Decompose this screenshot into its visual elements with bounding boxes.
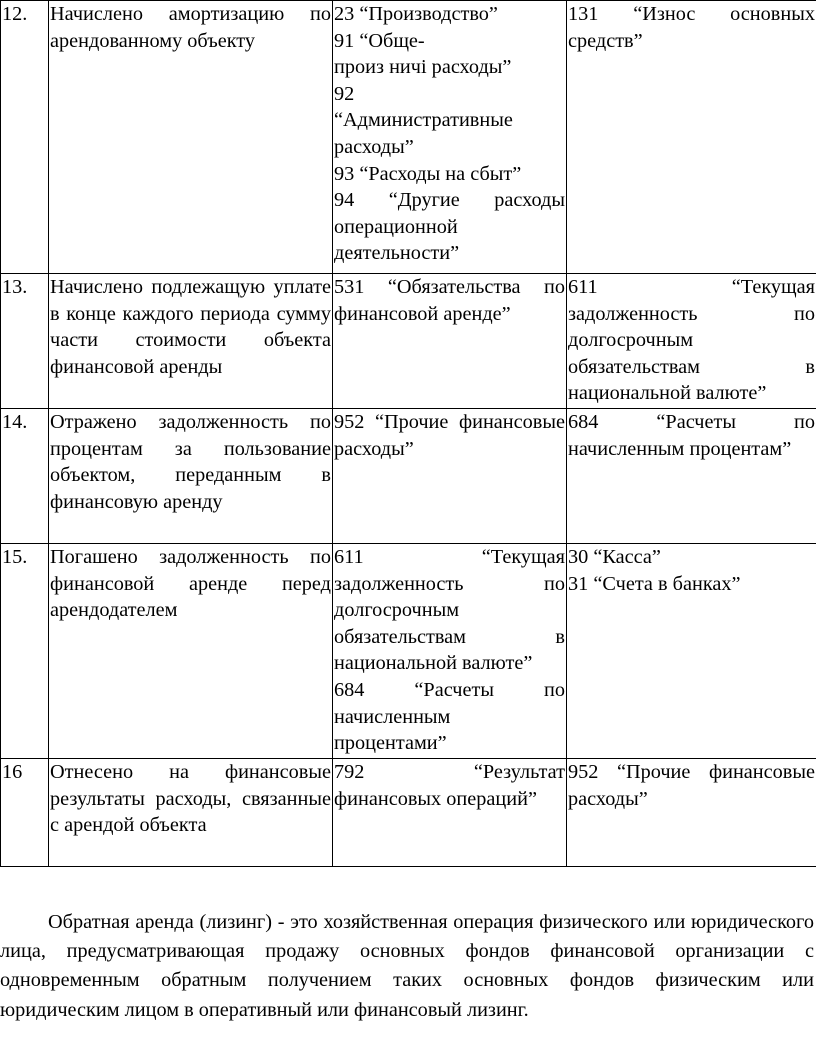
debit-account-line: 531 “Обязательства по финансовой аренде” xyxy=(334,276,565,325)
credit-account-line: 31 “Счета в банках” xyxy=(568,572,741,595)
body-paragraph: Обратная аренда (лизинг) - это хозяйственная операция физического или юридического лица, предусматривающая продажу основных фондов финансовой организации с одновременным обратным получением таких основных фондов физическим или юридическим лицом в оперативный или финансовый лизинг. xyxy=(0,911,814,1021)
credit-accounts xyxy=(567,274,816,409)
debit-accounts xyxy=(333,759,567,867)
row-number: 12. xyxy=(1,1,49,274)
row-number: 13. xyxy=(1,274,49,409)
table-row xyxy=(1,409,816,544)
credit-accounts xyxy=(567,544,816,759)
credit-accounts xyxy=(567,759,816,867)
debit-account-line: 792 “Результат финансовых операций” xyxy=(334,761,565,810)
row-number: 14. xyxy=(1,409,49,544)
table-row xyxy=(1,274,816,409)
debit-account-line: 611 “Текущая задолженность по долгосрочным обязательствам в национальной валюте” xyxy=(334,546,565,675)
credit-account-line: 30 “Касса” xyxy=(568,546,661,568)
debit-accounts xyxy=(333,409,567,544)
debit-account-line: произ ничі расходы” xyxy=(334,56,512,79)
table-row xyxy=(1,544,816,759)
operation-description: Начислено амортизацию по арендованному объекту xyxy=(49,1,333,274)
operation-description: Погашено задолженность по финансовой аренде перед арендодателем xyxy=(49,544,333,759)
credit-accounts xyxy=(567,409,816,544)
debit-account-line: 94 “Другие расходы операционной деятельности” xyxy=(334,189,565,265)
debit-account-line: 952 “Прочие финансовые расходы” xyxy=(334,411,565,460)
credit-account-line: 611 “Текущая задолженность по долгосрочным обязательствам в национальной валюте” xyxy=(568,276,815,405)
credit-account-line: 131 “Износ основных средств” xyxy=(568,3,815,52)
debit-account-line: “Административные xyxy=(334,109,513,132)
debit-account-line: 23 “Производство” xyxy=(334,3,498,25)
debit-account-line: 93 “Расходы на сбыт” xyxy=(334,162,522,185)
table-row xyxy=(1,759,816,867)
operation-description: Отражено задолженность по процентам за пользование объектом, переданным в финансовую аренду xyxy=(49,409,333,544)
row-number: 16 xyxy=(1,759,49,867)
debit-account-line: 684 “Расчеты по начисленным процентами” xyxy=(334,678,565,755)
row-number: 15. xyxy=(1,544,49,759)
credit-account-line: 952 “Прочие финансовые расходы” xyxy=(568,761,815,810)
debit-accounts xyxy=(333,544,567,759)
debit-accounts xyxy=(333,1,567,274)
operation-description: Начислено подлежащую уплате в конце каждого периода сумму части стоимости объекта финансовой аренды xyxy=(49,274,333,409)
table-row xyxy=(1,1,816,274)
credit-account-line: 684 “Расчеты по начисленным процентам” xyxy=(568,411,815,460)
debit-accounts xyxy=(333,274,567,409)
debit-account-line: 92 xyxy=(334,82,355,105)
credit-accounts xyxy=(567,1,816,274)
operation-description: Отнесено на финансовые результаты расходы, связанные с арендой объекта xyxy=(49,759,333,867)
debit-account-line: 91 “Обще- xyxy=(334,29,425,52)
debit-account-line: расходы” xyxy=(334,135,414,158)
